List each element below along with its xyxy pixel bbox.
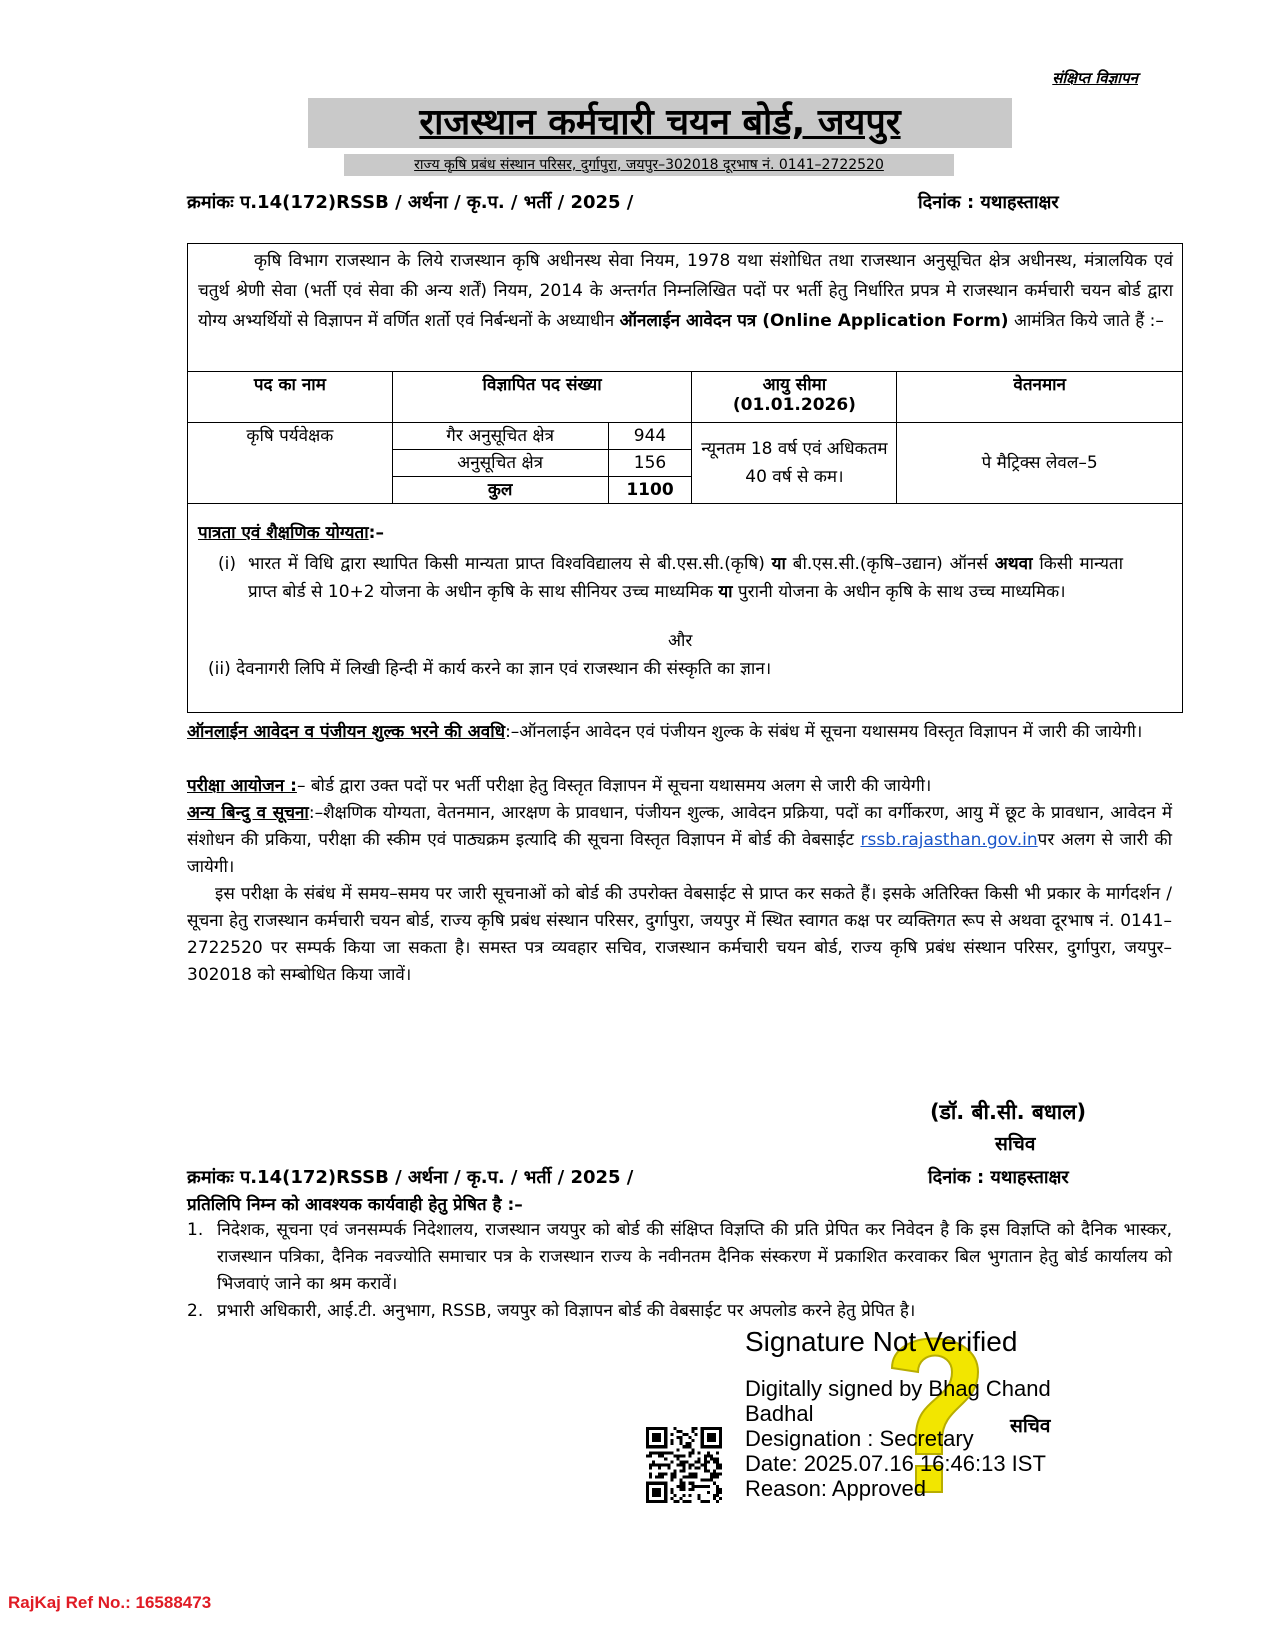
eligibility-item-text: देवनागरी लिपि में लिखी हिन्दी में कार्य करने का ज्ञान एवं राजस्थान की संस्कृति का ज्ञान। (236, 659, 772, 679)
text-part: भारत में विधि द्वारा स्थापित किसी मान्यता प्राप्त विश्वविद्यालय से बी.एस.सी.(कृषि) (248, 554, 765, 574)
eligibility-item-text (248, 550, 1123, 606)
count-cell: 156 (608, 450, 692, 477)
signature-designation-hindi: सचिव (1010, 1415, 1051, 1437)
post-name-cell: कृषि पर्यवेक्षक (188, 423, 393, 504)
digital-signature-block (745, 1325, 1051, 1501)
qr-code (646, 1427, 722, 1507)
issue-date: दिनांक : यथाहस्ताक्षर (918, 192, 1059, 213)
copy-item (187, 1298, 1172, 1325)
signature-date: Date: 2025.07.16 16:46:13 IST (745, 1451, 1046, 1476)
header-advertised-posts: विज्ञापित पद संख्या (392, 372, 692, 423)
item-number: 2. (187, 1301, 204, 1321)
copy-date: दिनांक : यथाहस्ताक्षर (928, 1167, 1069, 1188)
item-number: (i) (218, 554, 236, 574)
age-limit-cell: न्यूनतम 18 वर्ष एवं अधिकतम 40 वर्ष से कम। (692, 423, 897, 504)
section-heading: अन्य बिन्दु व सूचना (187, 803, 309, 823)
category-cell: गैर अनुसूचित क्षेत्र (392, 423, 608, 450)
age-limit-label: आयु सीमा (762, 375, 827, 395)
reference-number: क्रमांकः प.14(172)RSSB / अर्थना / कृ.प. / भर्ती / 2025 / (187, 192, 634, 213)
text-part: किसी मान्यता प्राप्त बोर्ड से 10+2 योजना के अधीन कृषि के साथ सीनियर उच्च माध्यमिक (248, 554, 1124, 602)
signature-status: Signature Not Verified (745, 1326, 1018, 1357)
signed-by-line: Badhal (745, 1401, 814, 1426)
org-title: राजस्थान कर्मचारी चयन बोर्ड, जयपुर (308, 98, 1012, 148)
intro-paragraph (198, 246, 1173, 336)
eligibility-item-2 (208, 655, 1168, 683)
signatory-name: (डॉ. बी.सी. बधाल) (930, 1100, 1087, 1124)
header-post-name: पद का नाम (188, 372, 393, 423)
copy-heading: प्रतिलिपि निम्न को आवश्यक कार्यवाही हेतु प्रेषित है :– (187, 1195, 523, 1215)
section-text: :–ऑनलाईन आवेदन एवं पंजीयन शुल्क के संबंध में सूचना यथासमय विस्तृत विज्ञापन में जारी की जायेगी। (505, 722, 1143, 742)
eligibility-title (198, 520, 384, 543)
intro-text: कृषि विभाग राजस्थान के लिये राजस्थान कृषि अधीनस्थ सेवा नियम, 1978 यथा संशोधित तथा राजस्थान अनुसूचित क्षेत्र अधीनस्थ, मंत्रालयिक एवं चतुर्थ श्रेणी सेवा (भर्ती एवं सेवा की अन्य शर्तें) नियम, 2014 के अन्तर्गत निम्नलिखित पदों पर भर्ती हेतु निर्धारित प्रपत्र मे राजस्थान कर्मचारी चयन बोर्ड द्वारा योग्य अभ्यर्थियों से विज्ञापन में वर्णित शर्तो एवं निर्बन्धनों के अध्याधीन (198, 251, 1173, 331)
total-count-cell: 1100 (608, 477, 692, 504)
category-cell: अनुसूचित क्षेत्र (392, 450, 608, 477)
pay-scale-cell: पे मैट्रिक्स लेवल–5 (897, 423, 1183, 504)
signature-reason: Reason: Approved (745, 1476, 927, 1501)
signatory-designation: सचिव (995, 1133, 1036, 1155)
item-number: (ii) (208, 659, 231, 679)
rajkaj-ref-number: RajKaj Ref No.: 16588473 (8, 1593, 212, 1612)
text-bold: या (718, 582, 733, 602)
item-text: निदेशक, सूचना एवं जनसम्पर्क निदेशालय, राजस्थान जयपुर को बोर्ड की संक्षिप्त विज्ञप्ति की प्रति प्रेपित कर निवेदन है कि इस विज्ञप्ति को दैनिक भास्कर, राजस्थान पत्रिका, दैनिक नवज्योति समाचार पत्र के राजस्थान राज्य के नवीनतम दैनिक संस्करण में प्रकाशित करवाकर बिल भुगतान हेतु बोर्ड कार्यालय को भिजवाएं जाने का श्रम करावें। (217, 1220, 1172, 1294)
intro-text-end: आमंत्रित किये जाते हैं :– (1013, 311, 1164, 331)
top-note: संक्षिप्त विज्ञापन (1052, 69, 1138, 87)
other-info-section (187, 800, 1172, 881)
website-link[interactable]: rssb.rajasthan.gov.in (860, 830, 1038, 850)
eligibility-title-text: पात्रता एवं शैक्षणिक योग्यता (198, 523, 369, 543)
text-bold: अथवा (994, 554, 1033, 574)
header-age-limit (692, 372, 897, 423)
section-heading: ऑनलाईन आवेदन व पंजीयन शुल्क भरने की अवधि (187, 722, 506, 742)
section-text: – बोर्ड द्वारा उक्त पदों पर भर्ती परीक्षा हेतु विस्तृत विज्ञापन में सूचना यथासमय अलग से जारी की जायेगी। (296, 776, 932, 796)
eligibility-item-1 (218, 550, 1123, 606)
total-label-cell: कुल (392, 477, 608, 504)
table-header-row (188, 372, 1183, 423)
online-application-section (187, 719, 1172, 746)
section-heading: परीक्षा आयोजन : (187, 776, 297, 796)
section-text-end: पर अलग से जारी की जायेगी। (187, 830, 1172, 877)
text-bold: या (771, 554, 786, 574)
posts-table (187, 371, 1183, 504)
item-text: प्रभारी अधिकारी, आई.टी. अनुभाग, RSSB, जयपुर को विज्ञापन बोर्ड की वेबसाईट पर अपलोड करने हेतु प्रेपित है। (217, 1301, 916, 1321)
text-part: बी.एस.सी.(कृषि–उद्यान) ऑनर्स (792, 554, 988, 574)
copy-reference-number: क्रमांकः प.14(172)RSSB / अर्थना / कृ.प. / भर्ती / 2025 / (187, 1167, 634, 1188)
eligibility-title-suffix: :– (368, 523, 384, 543)
item-number: 1. (187, 1220, 204, 1240)
header-pay-scale: वेतनमान (897, 372, 1183, 423)
section-text: :–शैक्षणिक योग्यता, वेतनमान, आरक्षण के प्रावधान, पंजीयन शुल्क, आवेदन प्रक्रिया, पदों का वर्गीकरण, आयु में छूट के प्रावधान, आवेदन में संशोधन की प्रकिया, परीक्षा की स्कीम एवं पाठ्यक्रम इत्यादि की सूचना विस्तृत विज्ञापन में बोर्ड की वेबसाईट (187, 803, 1172, 850)
contact-paragraph: इस परीक्षा के संबंध में समय–समय पर जारी सूचनाओं को बोर्ड की उपरोक्त वेबसाईट से प्राप्त कर सकते हैं। इसके अतिरिक्त किसी भी प्रकार के मार्गदर्शन / सूचना हेतु राजस्थान कर्मचारी चयन बोर्ड, राज्य कृषि प्रबंध संस्थान परिसर, दुर्गापुरा, जयपुर में स्थित स्वागत कक्ष पर व्यक्तिगत रूप से अथवा दूरभाष नं. 0141–2722520 पर सम्पर्क किया जा सकता है। समस्त पत्र व्यवहार सचिव, राजस्थान कर्मचारी चयन बोर्ड, राज्य कृषि प्रबंध संस्थान परिसर, दुर्गापुरा, जयपुर–302018 को सम्बोधित किया जावें। (187, 884, 1172, 985)
text-part: पुरानी योजना के अधीन कृषि के साथ उच्च माध्यमिक। (737, 582, 1066, 602)
signed-by-line: Digitally signed by Bhag Chand (745, 1376, 1051, 1401)
intro-bold: ऑनलाईन आवेदन पत्र (Online Application Form) (619, 311, 1009, 331)
copy-item (187, 1217, 1172, 1298)
signature-designation: Designation : Secretary (745, 1426, 974, 1451)
org-address: राज्य कृषि प्रबंध संस्थान परिसर, दुर्गापुरा, जयपुर–302018 दूरभाष नं. 0141–2722520 (344, 154, 954, 176)
table-row (188, 423, 1183, 450)
exam-section (187, 773, 1172, 800)
and-text: और (668, 631, 693, 651)
age-limit-date: (01.01.2026) (732, 395, 856, 415)
count-cell: 944 (608, 423, 692, 450)
